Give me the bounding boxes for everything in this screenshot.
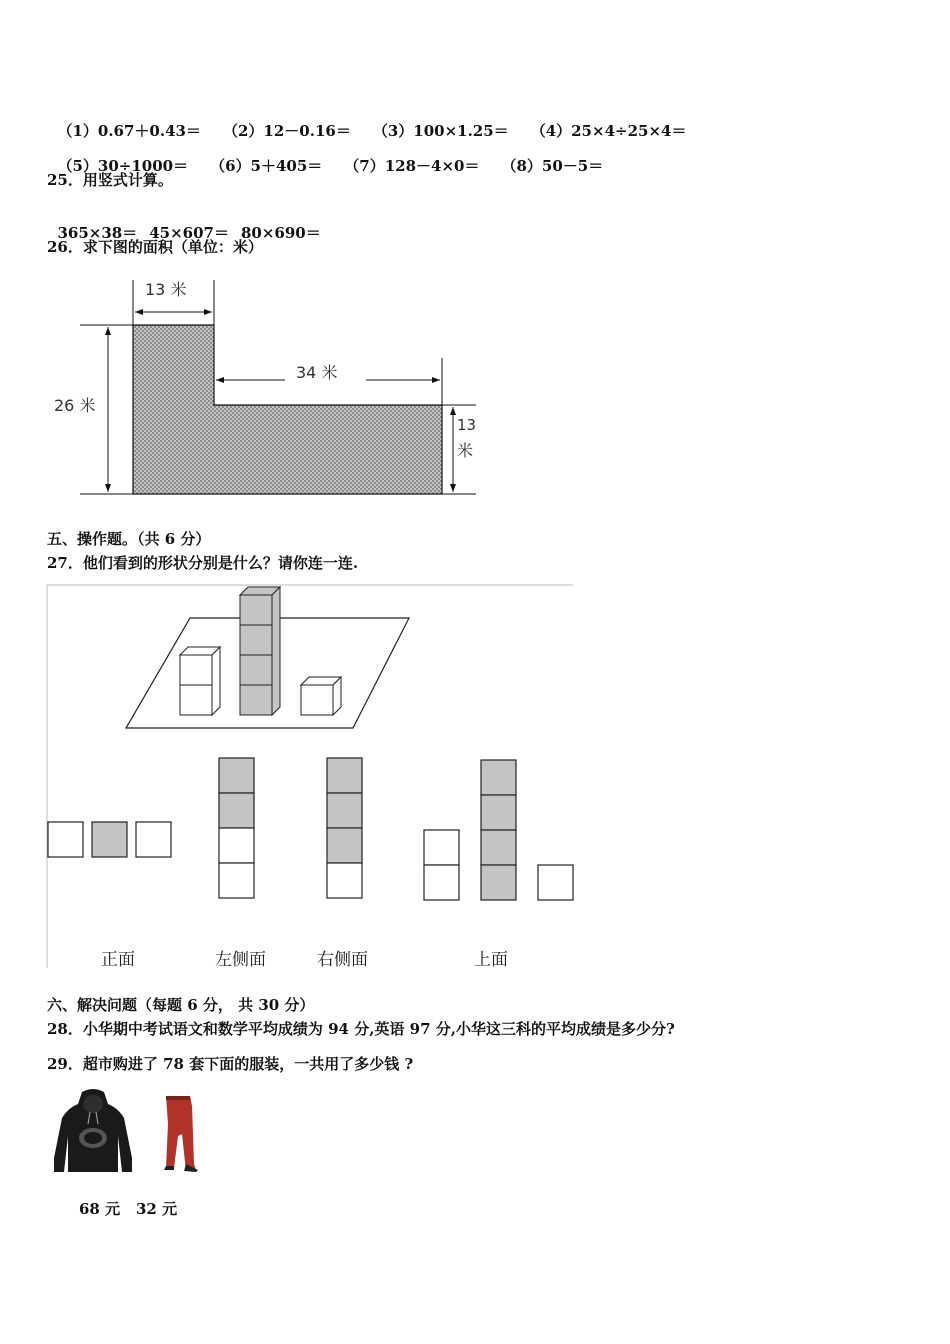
- label-right-side: 右侧面: [317, 950, 368, 970]
- dim-right-unit: 米: [457, 441, 474, 460]
- arith-item: （8）50－5＝: [501, 157, 604, 175]
- price-pants: 32 元: [136, 1200, 178, 1218]
- arith-item: （7）128－4×0＝: [344, 157, 480, 175]
- view-top: [424, 760, 573, 900]
- cube-single-right: [301, 677, 341, 715]
- arith-item: （5）30÷1000＝: [57, 157, 189, 175]
- price-hoodie: 68 元: [79, 1200, 121, 1218]
- q25-item: 45×607＝: [149, 224, 229, 242]
- view-left-side: [219, 758, 254, 898]
- arith-row-1: [47, 101, 686, 141]
- dim-top-label: 13 米: [145, 280, 187, 299]
- label-left-side: 左侧面: [215, 950, 266, 970]
- view-right-side: [327, 758, 362, 898]
- q26-title: 26．求下图的面积（单位：米）: [47, 238, 263, 256]
- arith-item: （2）12－0.16＝: [222, 122, 351, 140]
- l-shape-area: [133, 325, 442, 494]
- dim-left-label: 26 米: [54, 396, 96, 415]
- label-front: 正面: [101, 950, 135, 970]
- view-front: [48, 822, 171, 857]
- arith-item: （6）5＋405＝: [210, 157, 323, 175]
- cube-stack-middle: [240, 587, 280, 715]
- section-5-heading: 五、操作题。（共 6 分）: [47, 530, 211, 548]
- arith-item: （3）100×1.25＝: [372, 122, 509, 140]
- q25-item: 80×690＝: [240, 224, 321, 242]
- section-6-heading: 六、解决问题（每题 6 分， 共 30 分）: [47, 996, 315, 1014]
- label-top: 上面: [474, 950, 508, 970]
- dim-right-number: 13: [457, 416, 477, 434]
- hoodie-image: [52, 1088, 134, 1174]
- views-figure: [40, 583, 580, 973]
- q27-title: 27．他们看到的形状分别是什么？请你连一连.: [47, 554, 359, 572]
- dim-middle-label: 34 米: [296, 363, 338, 382]
- q28-text: 28．小华期中考试语文和数学平均成绩为 94 分,英语 97 分,小华这三科的平均成绩是多少分?: [47, 1020, 675, 1038]
- q29-text: 29．超市购进了 78 套下面的服装，一共用了多少钱 ?: [47, 1055, 414, 1073]
- l-shape-figure: [0, 270, 520, 510]
- arith-item: （4）25×4÷25×4＝: [530, 122, 687, 140]
- q25-item: 365×38＝: [57, 224, 138, 242]
- pants-image: [160, 1094, 200, 1174]
- cube-stack-left: [180, 647, 220, 715]
- q25-title: 25．用竖式计算。: [47, 171, 173, 189]
- arith-item: （1）0.67＋0.43＝: [57, 122, 201, 140]
